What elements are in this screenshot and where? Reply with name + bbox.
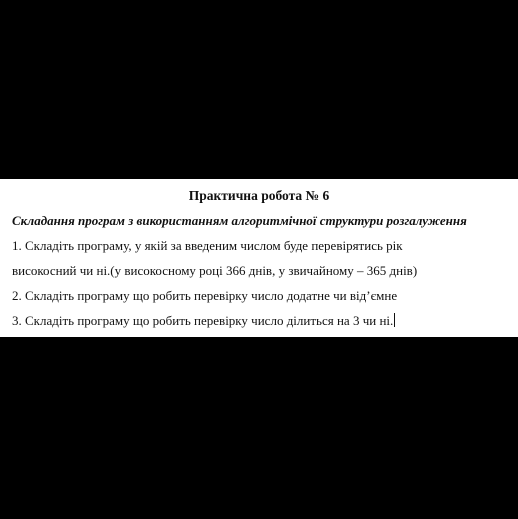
task-1-line-1: 1. Складіть програму, у якій за введеним числом буде перевірятись рік <box>12 238 403 253</box>
document-area <box>0 179 518 337</box>
task-1-line-2: високосний чи ні.(у високосному році 366 днів, у звичайному – 365 днів) <box>12 263 418 278</box>
task-3-text: 3. Складіть програму що робить перевірку число ділиться на 3 чи ні. <box>12 313 394 328</box>
document-title: Практична робота № 6 <box>188 188 330 203</box>
text-cursor <box>394 313 395 327</box>
task-2-line: 2. Складіть програму що робить перевірку число додатне чи від’ємне <box>12 288 398 303</box>
task-3-line <box>12 312 395 330</box>
document-subtitle: Складання програм з використанням алгоритмічної структури розгалуження <box>12 213 467 228</box>
